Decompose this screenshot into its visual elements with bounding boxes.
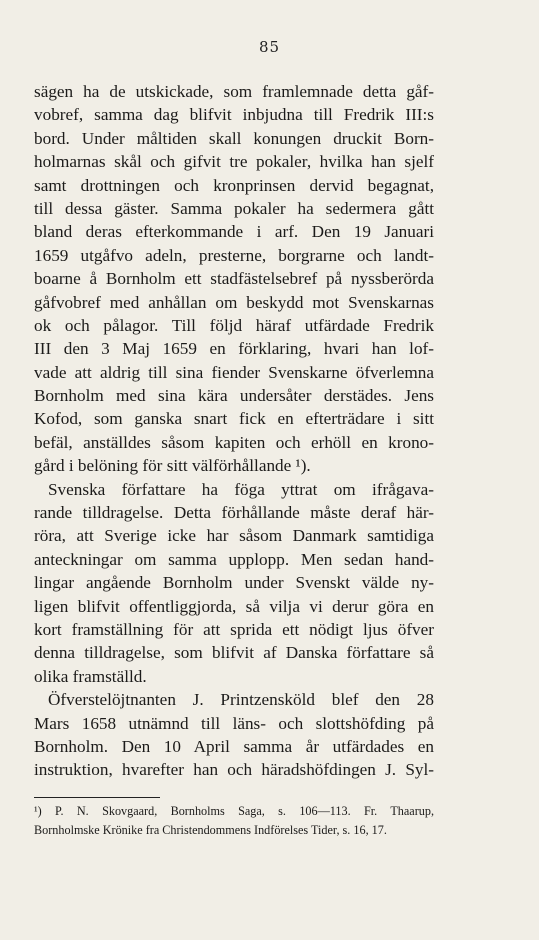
text-line: samt drottningen och kronprinsen dervid begagnat, xyxy=(34,175,434,195)
footnote-divider xyxy=(34,797,160,798)
text-line: till dessa gäster. Samma pokaler ha sedermera gått xyxy=(34,198,434,218)
text-line: 1659 utgåfvo adeln, presterne, borgrarne och landt- xyxy=(34,245,434,265)
text-line: röra, att Sverige icke har såsom Danmark samtidiga xyxy=(34,526,434,546)
text-line: III den 3 Maj 1659 en förklaring, hvari han lof- xyxy=(34,339,434,359)
text-line: olika framställd. xyxy=(34,666,147,686)
text-line: bord. Under måltiden skall konungen druckit Born- xyxy=(34,128,434,148)
text-line: Bornholm. Den 10 April samma år utfärdades en xyxy=(34,736,434,756)
footnote-line: Bornholmske Krönike fra Christendommens Indförelses Tider, s. 16, 17. xyxy=(34,823,387,837)
page-number: 85 xyxy=(258,38,281,56)
text-line: holmarnas skål och gifvit tre pokaler, hvilka han sjelf xyxy=(34,152,434,172)
text-line: boarne å Bornholm ett stadfästelsebref på nyssberörda xyxy=(34,269,434,289)
text-line: vobref, samma dag blifvit inbjudna till Fredrik III:s xyxy=(34,105,434,125)
text-line: gård i belöning för sitt välförhållande ¹). xyxy=(34,456,311,476)
text-line: rande tilldragelse. Detta förhållande måste deraf här- xyxy=(34,503,434,523)
text-line: Svenska författare ha föga yttrat om ifrågava- xyxy=(48,479,434,499)
text-line: Kofod, som ganska snart fick en efterträdare i sitt xyxy=(34,409,434,429)
text-line: befäl, anställdes såsom kapiten och erhöll en krono- xyxy=(34,432,434,452)
footnote-line: ¹) P. N. Skovgaard, Bornholms Saga, s. 106—113. Fr. Thaarup, xyxy=(34,804,434,818)
text-line: ok och pålagor. Till följd häraf utfärdade Fredrik xyxy=(34,315,434,335)
body-text xyxy=(34,80,434,782)
text-line: Mars 1658 utnämnd till läns- och slottshöfding på xyxy=(34,713,434,733)
text-line: kort framställning för att sprida ett nödigt ljus öfver xyxy=(34,619,434,639)
text-line: vade att aldrig till sina fiender Svenskarne öfverlemna xyxy=(34,362,434,382)
text-line: lingar angående Bornholm under Svenskt välde ny- xyxy=(34,573,434,593)
text-line: Bornholm med sina kära undersåter derstädes. Jens xyxy=(34,386,434,406)
text-line: sägen ha de utskickade, som framlemnade detta gåf- xyxy=(34,82,434,101)
text-line: instruktion, hvarefter han och häradshöfdingen J. Syl- xyxy=(34,760,434,780)
text-line: Öfverstelöjtnanten J. Printzensköld blef den 28 xyxy=(48,690,434,710)
text-line: anteckningar om samma uppl​opp. Men sedan hand- xyxy=(34,549,434,569)
text-line: denna tilldragelse, som blifvit af Danska författare så xyxy=(34,643,434,663)
footnotes xyxy=(34,802,434,840)
text-line: gåfvobref med anhållan om beskydd mot Svenskarnas xyxy=(34,292,434,312)
text-line: bland deras efterkommande i arf. Den 19 Januari xyxy=(34,222,434,242)
text-line: ligen blifvit offentliggjorda, så vilja vi derur göra en xyxy=(34,596,434,616)
